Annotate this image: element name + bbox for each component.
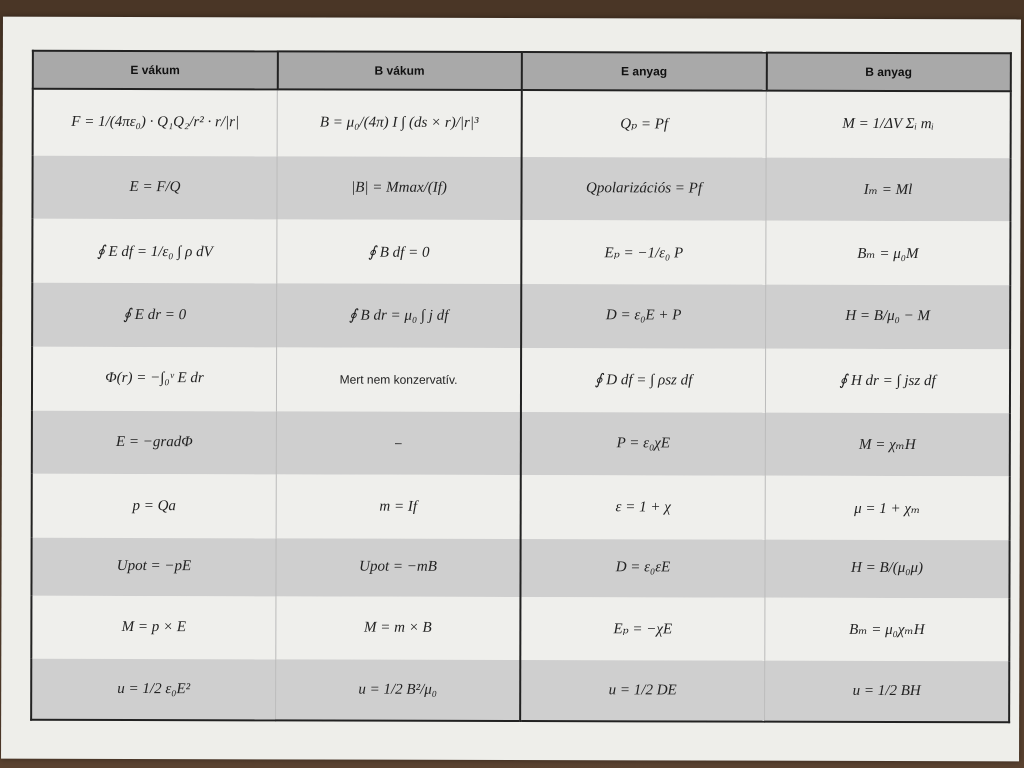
formula-cell: u = 1/2 DE — [520, 660, 765, 721]
formula-cell: p = Qa — [32, 474, 277, 538]
header-b-anyag: B anyag — [766, 53, 1011, 92]
formula-cell: E = −gradΦ — [32, 410, 277, 474]
table-row — [31, 659, 1009, 722]
table-row — [32, 283, 1010, 349]
header-e-vakum: E vákum — [33, 51, 278, 90]
table-row — [32, 474, 1010, 540]
formula-cell: μ = 1 + χₘ — [765, 476, 1010, 540]
formula-cell: Bₘ = μ₀χₘH — [765, 597, 1010, 661]
formula-cell: D = ε₀E + P — [521, 284, 766, 348]
formula-cell: Upot = −mB — [276, 538, 521, 596]
table-row — [32, 410, 1010, 476]
formula-cell: – — [276, 411, 521, 475]
formula-cell: m = If — [276, 475, 521, 539]
formula-cell: Iₘ = Ml — [766, 157, 1011, 221]
formula-cell: P = ε₀χE — [521, 412, 766, 476]
formula-cell: u = 1/2 B²/μ₀ — [276, 660, 521, 721]
formula-cell: E = F/Q — [32, 155, 277, 219]
formula-cell: ∮ D df = ∫ ρsz df — [521, 348, 766, 412]
formula-cell: Qpolarizációs = Pf — [521, 157, 766, 221]
header-e-anyag: E anyag — [522, 52, 767, 91]
formula-table — [30, 50, 1012, 724]
table-row — [32, 219, 1010, 285]
formula-cell: u = 1/2 ε₀E² — [31, 659, 276, 720]
formula-cell: D = ε₀εE — [520, 539, 765, 597]
formula-cell: M = 1/ΔV Σᵢ mᵢ — [766, 91, 1011, 158]
table-row — [33, 89, 1011, 158]
formula-cell: Qₚ = Pf — [522, 90, 767, 157]
formula-cell: ∮ B df = 0 — [277, 220, 522, 284]
formula-cell: M = p × E — [31, 595, 276, 659]
formula-cell: Eₚ = −χE — [520, 597, 765, 661]
formula-cell: H = B/(μ₀μ) — [765, 540, 1010, 598]
formula-cell: Eₚ = −1/ε₀ P — [521, 220, 766, 284]
table-row — [31, 595, 1009, 661]
formula-cell: H = B/μ₀ − M — [766, 285, 1011, 349]
formula-cell: ∮ E df = 1/ε₀ ∫ ρ dV — [32, 219, 277, 283]
formula-cell: M = m × B — [276, 596, 521, 660]
formula-cell: F = 1/(4πε₀) · Q₁Q₂/r² · r/|r| — [33, 89, 278, 156]
table-row — [31, 538, 1009, 598]
formula-cell: ∮ E dr = 0 — [32, 283, 277, 347]
header-b-vakum: B vákum — [277, 51, 522, 90]
formula-cell: u = 1/2 BH — [765, 661, 1010, 722]
table-row — [32, 155, 1010, 221]
formula-cell: Φ(r) = −∫₀ᵛ E dr — [32, 347, 277, 411]
formula-cell: M = χₘH — [765, 412, 1010, 476]
header-row — [33, 51, 1011, 92]
table-row — [32, 347, 1010, 413]
formula-cell: ∮ B dr = μ₀ ∫ j df — [277, 284, 522, 348]
formula-cell: ε = 1 + χ — [521, 475, 766, 539]
formula-cell: Upot = −pE — [31, 538, 276, 596]
formula-cell: |B| = Mmax/(If) — [277, 156, 522, 220]
formula-cell: B = μ₀/(4π) I ∫ (ds × r)/|r|³ — [277, 89, 522, 156]
paper-sheet — [1, 17, 1021, 762]
formula-cell: Bₘ = μ₀M — [766, 221, 1011, 285]
note-cell: Mert nem konzervatív. — [276, 347, 521, 411]
formula-cell: ∮ H dr = ∫ jsz df — [765, 349, 1010, 413]
